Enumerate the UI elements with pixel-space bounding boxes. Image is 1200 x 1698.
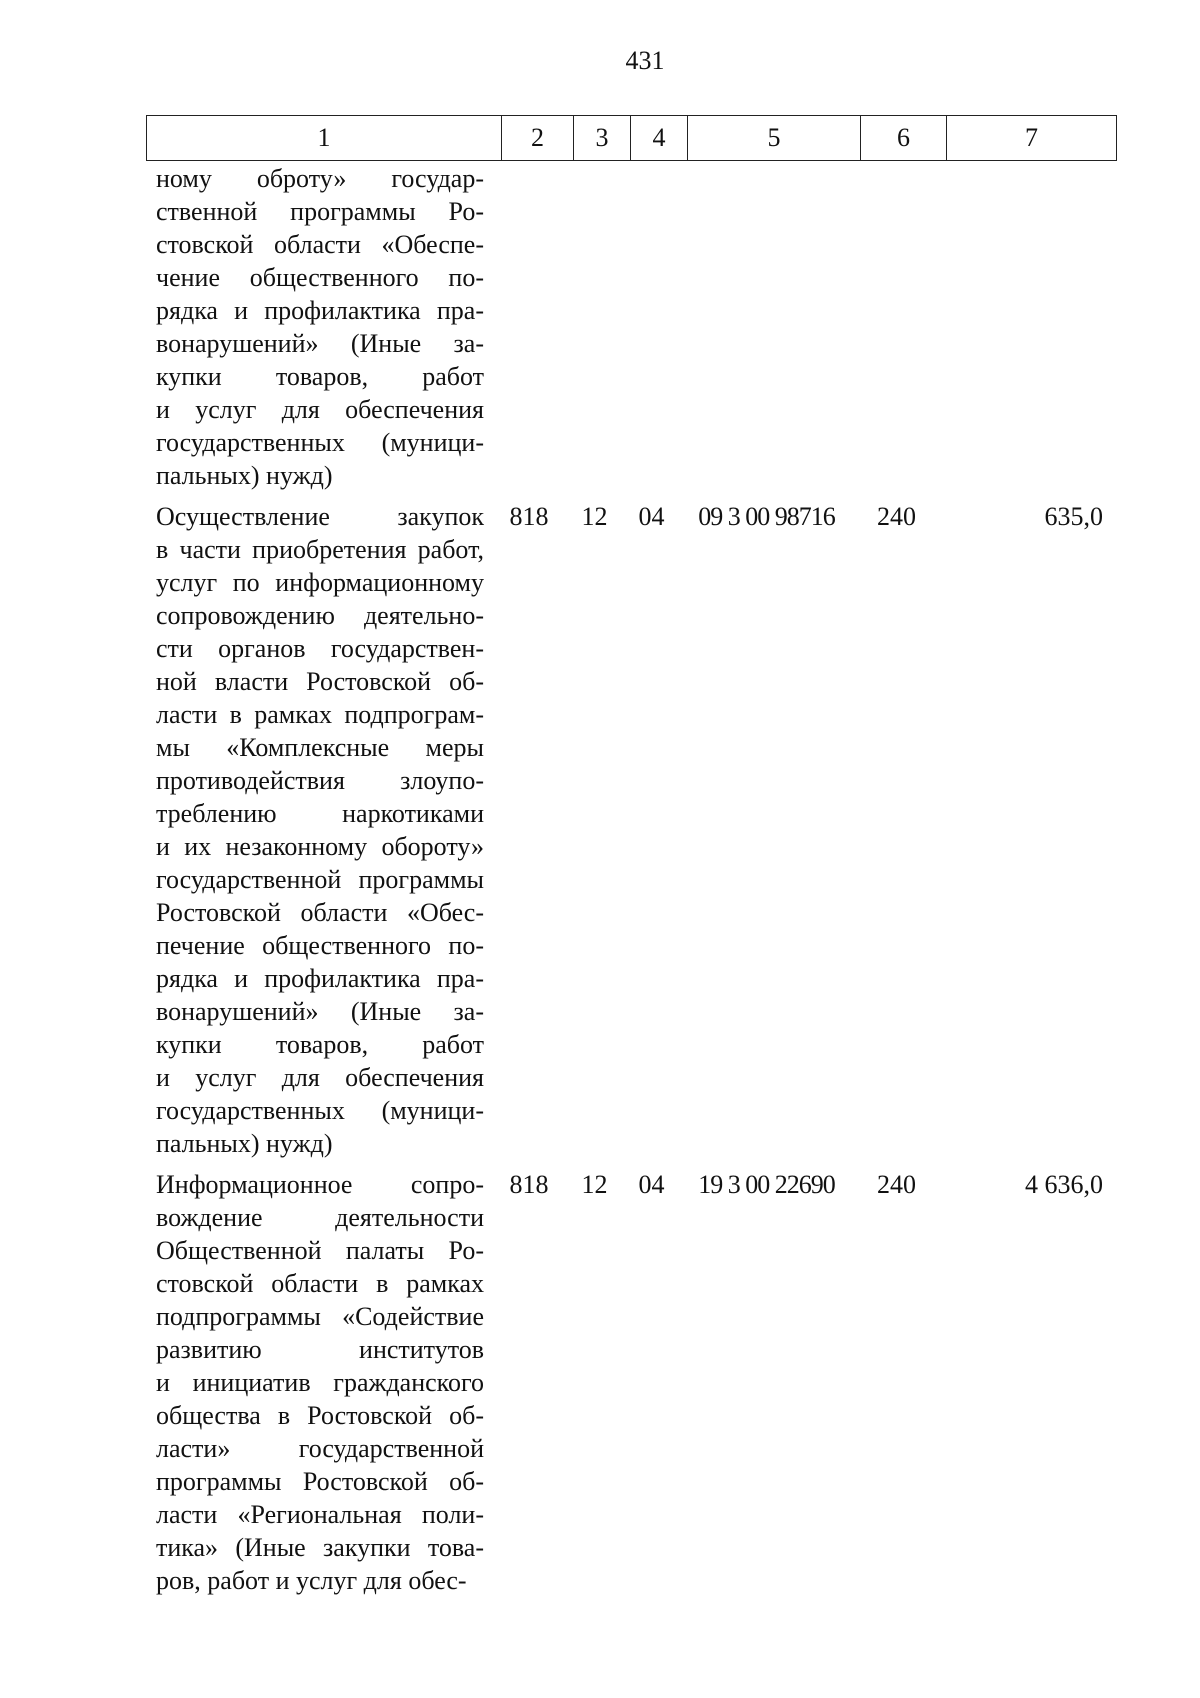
description-line: государственной программы — [156, 865, 484, 894]
description-line: купки товаров, работ — [156, 362, 484, 391]
description-line: вождение деятельности — [156, 1203, 484, 1232]
description-line: Осуществление закупок — [156, 502, 484, 531]
cell-col-2: 818 — [509, 502, 549, 531]
column-header-3: 3 — [574, 116, 631, 161]
description-line: ров, работ и услуг для обес- — [156, 1566, 467, 1595]
description-line: государственных (муници- — [156, 1096, 484, 1125]
description-line: рядка и профилактика пра- — [156, 296, 484, 325]
row-description — [146, 1168, 492, 1597]
column-header-row — [147, 116, 1117, 161]
description-line: развитию институтов — [156, 1335, 484, 1364]
description-line: купки товаров, работ — [156, 1030, 484, 1059]
cell-col-2: 818 — [509, 1170, 549, 1199]
description-line: ной власти Ростовской об- — [156, 667, 484, 696]
column-header-6: 6 — [861, 116, 947, 161]
cell-col-7: 4 636,0 — [1025, 1170, 1103, 1199]
description-line: чение общественного по- — [156, 263, 484, 292]
cell-col-5: 19 3 00 22690 — [698, 1170, 835, 1199]
cell-col-5: 09 3 00 98716 — [698, 502, 835, 531]
description-line: пальных) нужд) — [156, 1129, 333, 1158]
description-line: стовской области в рамках — [156, 1269, 484, 1298]
table-row — [146, 162, 1126, 492]
description-line: рядка и профилактика пра- — [156, 964, 484, 993]
description-line: сти органов государствен- — [156, 634, 484, 663]
description-line: пальных) нужд) — [156, 461, 333, 490]
description-line: вонарушений» (Иные за- — [156, 997, 484, 1026]
cell-col-6: 240 — [877, 502, 916, 531]
cell-col-4: 04 — [638, 502, 665, 531]
row-description — [146, 500, 492, 1160]
cell-col-7: 635,0 — [1044, 502, 1103, 531]
description-line: печение общественного по- — [156, 931, 484, 960]
description-line: мы «Комплексные меры — [156, 733, 484, 762]
description-line: Информационное сопро- — [156, 1170, 484, 1199]
description-line: программы Ростовской об- — [156, 1467, 484, 1496]
description-line: общества в Ростовской об- — [156, 1401, 484, 1430]
description-line: и услуг для обеспечения — [156, 395, 484, 424]
description-line: треблению наркотиками — [156, 799, 484, 828]
table-row — [146, 500, 1126, 1160]
cell-col-4: 04 — [638, 1170, 665, 1199]
description-line: и инициатив гражданского — [156, 1368, 484, 1397]
description-line: тика» (Иные закупки това- — [156, 1533, 484, 1562]
column-header-7: 7 — [947, 116, 1117, 161]
description-line: вонарушений» (Иные за- — [156, 329, 484, 358]
description-line: услуг по информационному — [156, 568, 484, 597]
description-line: противодействия злоупо- — [156, 766, 484, 795]
page-number: 431 — [625, 46, 665, 75]
description-line: ласти «Региональная поли- — [156, 1500, 484, 1529]
description-line: стовской области «Обеспе- — [156, 230, 484, 259]
description-line: ственной программы Ро- — [156, 197, 484, 226]
description-line: и их незаконному обороту» — [156, 832, 484, 861]
description-line: Общественной палаты Ро- — [156, 1236, 484, 1265]
description-line: ласти в рамках подпрограм- — [156, 700, 484, 729]
cell-col-6: 240 — [877, 1170, 916, 1199]
row-description — [146, 162, 492, 492]
description-line: и услуг для обеспечения — [156, 1063, 484, 1092]
description-line: Ростовской области «Обес- — [156, 898, 484, 927]
column-header-table — [146, 115, 1117, 161]
column-header-5: 5 — [688, 116, 861, 161]
description-line: ному оброту» государ- — [156, 164, 484, 193]
description-line: подпрограммы «Содействие — [156, 1302, 484, 1331]
column-header-1: 1 — [147, 116, 502, 161]
description-line: сопровождению деятельно- — [156, 601, 484, 630]
column-header-4: 4 — [631, 116, 688, 161]
description-line: в части приобретения работ, — [156, 535, 484, 564]
table-body — [146, 162, 1126, 1597]
description-line: ласти» государственной — [156, 1434, 484, 1463]
cell-col-3: 12 — [581, 502, 608, 531]
description-line: государственных (муници- — [156, 428, 484, 457]
column-header-2: 2 — [502, 116, 574, 161]
cell-col-3: 12 — [581, 1170, 608, 1199]
table-row — [146, 1168, 1126, 1597]
